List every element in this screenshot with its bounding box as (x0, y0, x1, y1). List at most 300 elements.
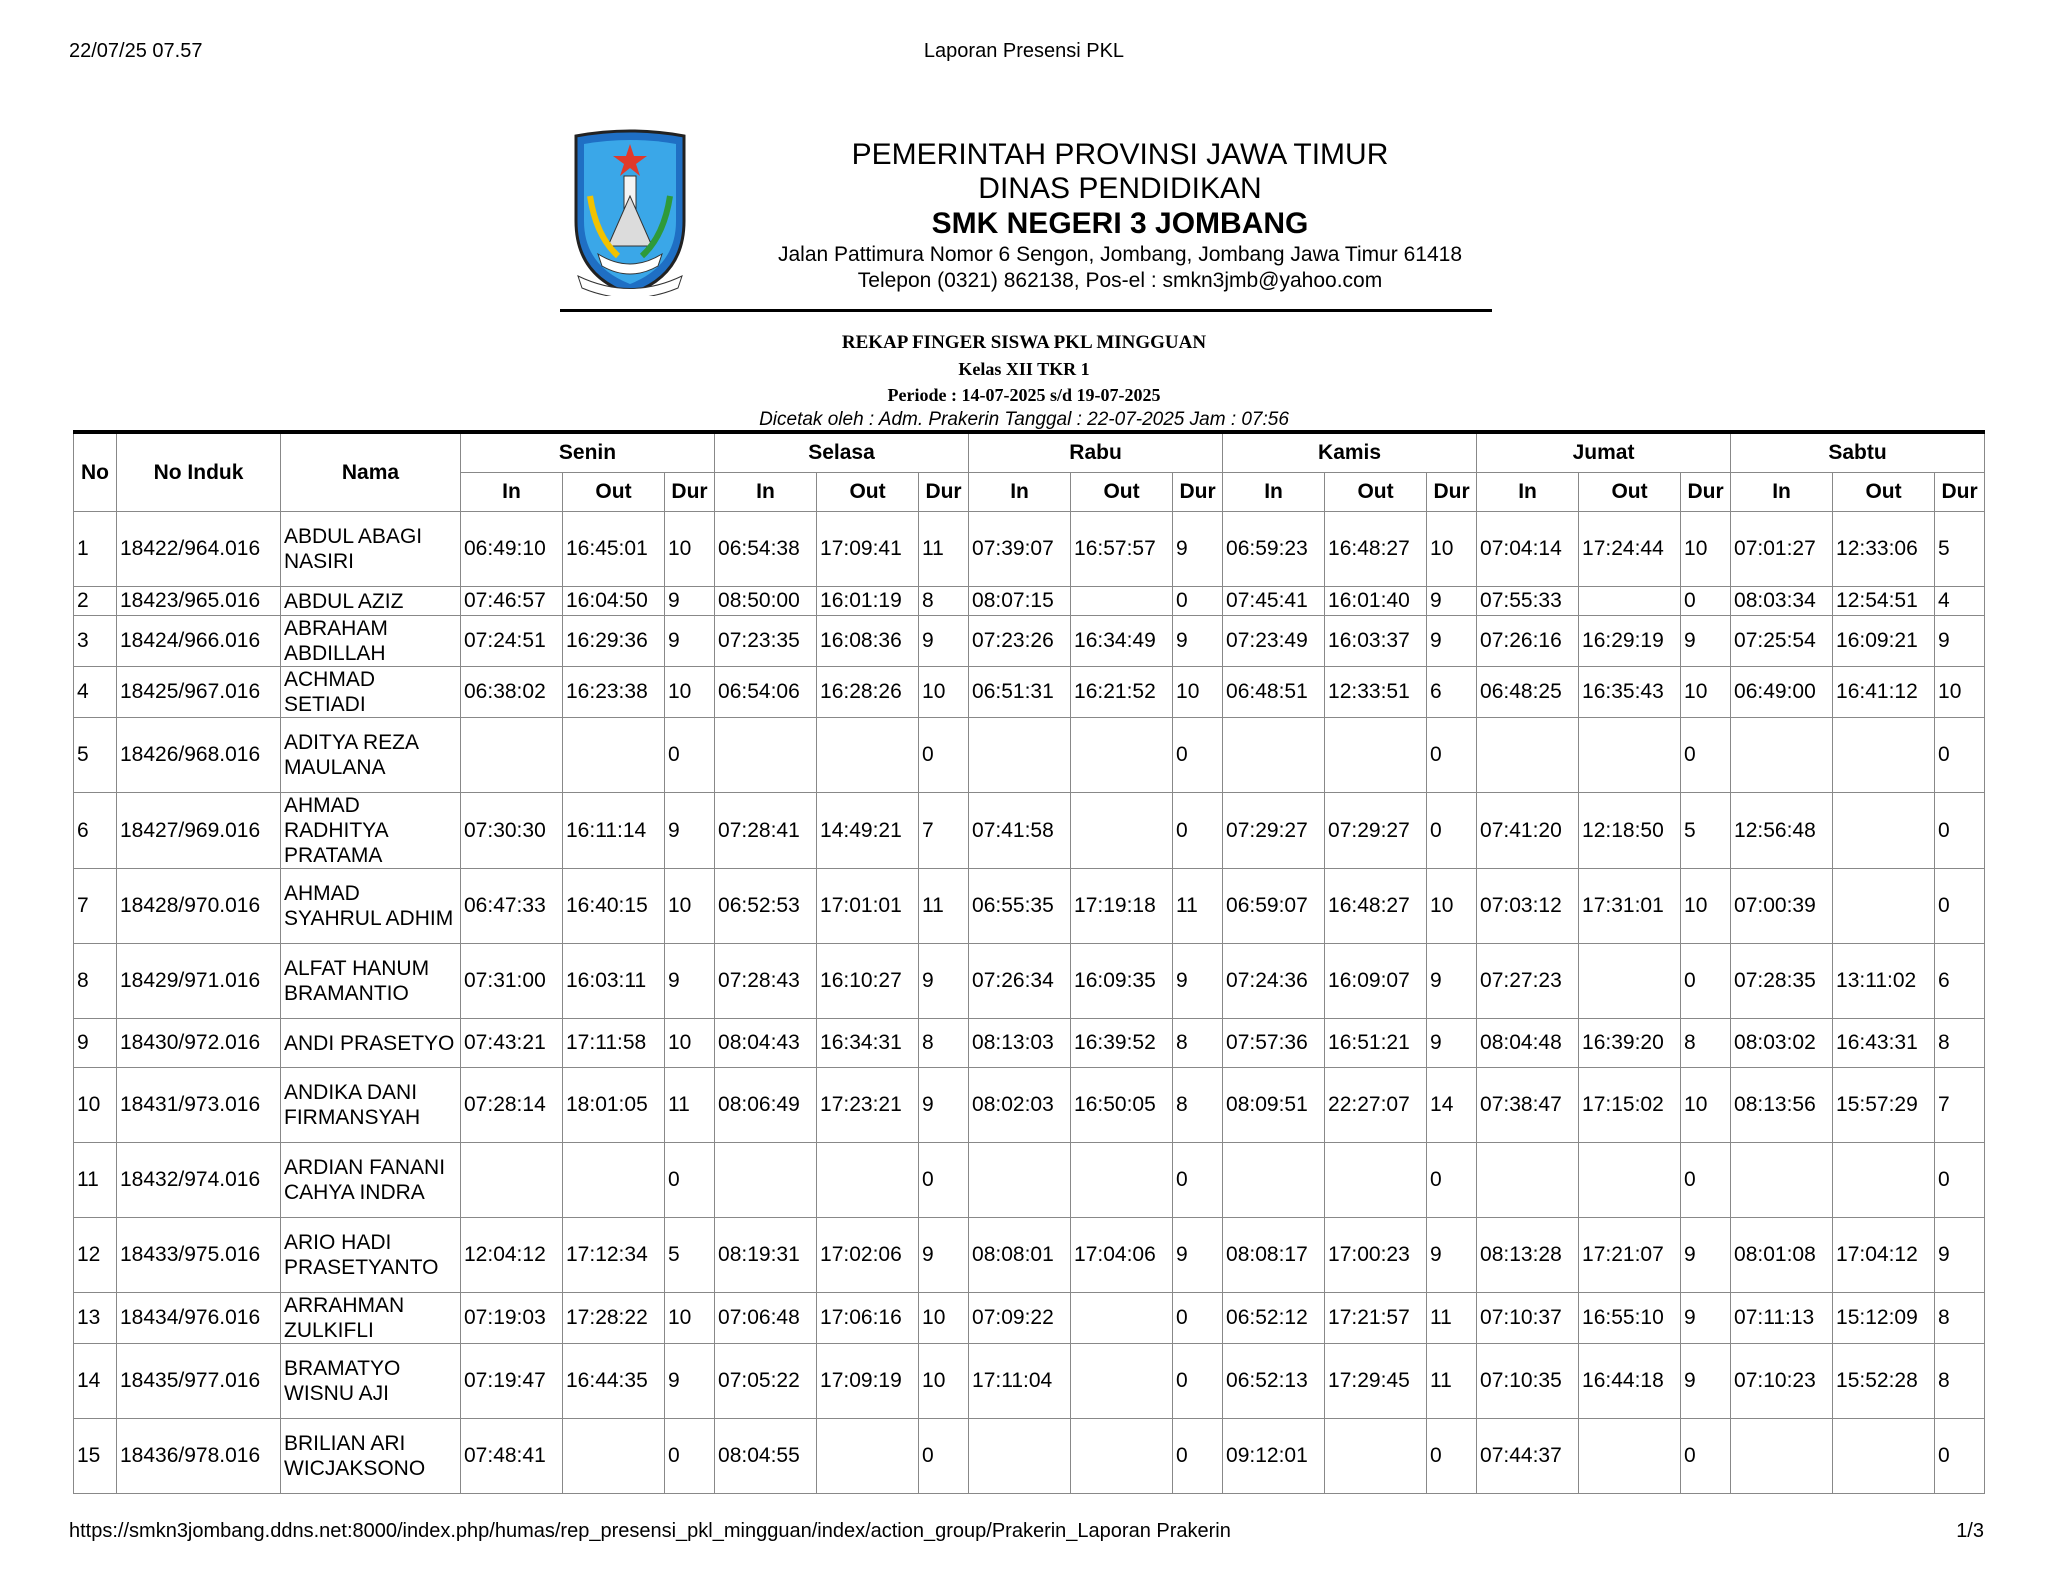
header-in: In (1223, 473, 1325, 512)
cell-dur: 7 (1935, 1068, 1985, 1143)
cell-in: 07:26:34 (969, 944, 1071, 1019)
cell-dur: 9 (1681, 616, 1731, 667)
cell-dur: 0 (1681, 1419, 1731, 1494)
cell-out: 12:33:51 (1325, 667, 1427, 718)
cell-in: 09:12:01 (1223, 1419, 1325, 1494)
cell-out: 16:09:07 (1325, 944, 1427, 1019)
cell-in: 07:28:35 (1731, 944, 1833, 1019)
cell-out: 16:28:26 (817, 667, 919, 718)
cell-in: 08:02:03 (969, 1068, 1071, 1143)
cell-out: 17:12:34 (563, 1218, 665, 1293)
cell-in (1223, 1143, 1325, 1218)
cell-dur: 10 (919, 1344, 969, 1419)
cell-dur: 10 (665, 1293, 715, 1344)
letterhead (560, 118, 1490, 313)
header-out: Out (1325, 473, 1427, 512)
cell-in: 07:23:26 (969, 616, 1071, 667)
cell-out: 16:29:36 (563, 616, 665, 667)
cell-dur: 10 (665, 667, 715, 718)
cell-no-induk: 18434/976.016 (117, 1293, 281, 1344)
cell-out: 17:00:23 (1325, 1218, 1427, 1293)
cell-dur: 0 (919, 1143, 969, 1218)
cell-dur: 0 (1935, 869, 1985, 944)
cell-in (969, 1419, 1071, 1494)
cell-out (1833, 1143, 1935, 1218)
cell-dur: 9 (919, 944, 969, 1019)
cell-no-induk: 18428/970.016 (117, 869, 281, 944)
header-day: Kamis (1223, 432, 1477, 473)
cell-dur: 7 (919, 793, 969, 869)
cell-out (1579, 1419, 1681, 1494)
header-in: In (1477, 473, 1579, 512)
cell-in (1731, 718, 1833, 793)
cell-out (1071, 793, 1173, 869)
cell-out: 16:40:15 (563, 869, 665, 944)
cell-out (1071, 1293, 1173, 1344)
cell-out (563, 718, 665, 793)
cell-in: 07:28:14 (461, 1068, 563, 1143)
cell-dur: 0 (1427, 1143, 1477, 1218)
cell-dur: 8 (919, 587, 969, 616)
cell-nama: AHMAD RADHITYA PRATAMA (281, 793, 461, 869)
cell-dur: 0 (1427, 1419, 1477, 1494)
cell-nama: ACHMAD SETIADI (281, 667, 461, 718)
cell-out: 17:04:12 (1833, 1218, 1935, 1293)
cell-dur: 8 (1173, 1068, 1223, 1143)
cell-in: 06:52:13 (1223, 1344, 1325, 1419)
cell-dur: 0 (919, 718, 969, 793)
cell-in: 08:03:34 (1731, 587, 1833, 616)
cell-in (1477, 1143, 1579, 1218)
cell-no: 7 (74, 869, 117, 944)
jawa-timur-emblem-icon (568, 126, 692, 296)
cell-in: 07:48:41 (461, 1419, 563, 1494)
cell-no: 14 (74, 1344, 117, 1419)
cell-no-induk: 18427/969.016 (117, 793, 281, 869)
cell-dur: 10 (1681, 512, 1731, 587)
cell-out: 15:12:09 (1833, 1293, 1935, 1344)
table-row (74, 616, 1985, 667)
cell-no: 9 (74, 1019, 117, 1068)
cell-no: 15 (74, 1419, 117, 1494)
cell-out: 17:02:06 (817, 1218, 919, 1293)
header-dur: Dur (1681, 473, 1731, 512)
header-day: Rabu (969, 432, 1223, 473)
cell-out: 17:11:58 (563, 1019, 665, 1068)
header-dur: Dur (1935, 473, 1985, 512)
cell-in: 07:31:00 (461, 944, 563, 1019)
table-row (74, 1293, 1985, 1344)
cell-nama: ANDIKA DANI FIRMANSYAH (281, 1068, 461, 1143)
cell-in: 12:56:48 (1731, 793, 1833, 869)
cell-out (1325, 718, 1427, 793)
cell-out: 17:28:22 (563, 1293, 665, 1344)
cell-dur: 0 (1935, 1143, 1985, 1218)
cell-dur: 8 (1935, 1019, 1985, 1068)
cell-out: 22:27:07 (1325, 1068, 1427, 1143)
cell-out: 17:15:02 (1579, 1068, 1681, 1143)
cell-in: 06:59:23 (1223, 512, 1325, 587)
cell-out: 17:09:19 (817, 1344, 919, 1419)
report-period: Periode : 14-07-2025 s/d 19-07-2025 (887, 385, 1161, 405)
cell-dur: 9 (1173, 1218, 1223, 1293)
cell-no-induk: 18432/974.016 (117, 1143, 281, 1218)
header-day: Selasa (715, 432, 969, 473)
cell-no-induk: 18429/971.016 (117, 944, 281, 1019)
cell-out: 17:09:41 (817, 512, 919, 587)
cell-out (817, 1419, 919, 1494)
cell-in: 07:00:39 (1731, 869, 1833, 944)
cell-dur: 9 (919, 1218, 969, 1293)
cell-dur: 10 (665, 1019, 715, 1068)
table-row (74, 1068, 1985, 1143)
letterhead-department: DINAS PENDIDIKAN (978, 172, 1262, 205)
cell-out: 16:34:49 (1071, 616, 1173, 667)
cell-dur: 9 (665, 944, 715, 1019)
header-in: In (461, 473, 563, 512)
cell-no: 12 (74, 1218, 117, 1293)
cell-dur: 0 (1427, 718, 1477, 793)
cell-dur: 0 (1173, 1344, 1223, 1419)
cell-no-induk: 18433/975.016 (117, 1218, 281, 1293)
cell-dur: 11 (1173, 869, 1223, 944)
cell-in: 07:29:27 (1223, 793, 1325, 869)
cell-no-induk: 18431/973.016 (117, 1068, 281, 1143)
cell-out: 16:11:14 (563, 793, 665, 869)
table-row (74, 1218, 1985, 1293)
cell-in (1731, 1419, 1833, 1494)
cell-out (1579, 587, 1681, 616)
cell-out: 17:31:01 (1579, 869, 1681, 944)
cell-in: 07:55:33 (1477, 587, 1579, 616)
cell-out: 16:34:31 (817, 1019, 919, 1068)
header-dur: Dur (1173, 473, 1223, 512)
cell-dur: 0 (1173, 793, 1223, 869)
header-out: Out (563, 473, 665, 512)
cell-in: 08:13:28 (1477, 1218, 1579, 1293)
cell-nama: BRAMATYO WISNU AJI (281, 1344, 461, 1419)
cell-dur: 8 (1935, 1344, 1985, 1419)
header-nama: Nama (281, 432, 461, 512)
cell-out (1833, 1419, 1935, 1494)
cell-no-induk: 18435/977.016 (117, 1344, 281, 1419)
letterhead-school: SMK NEGERI 3 JOMBANG (931, 207, 1309, 240)
cell-dur: 10 (1935, 667, 1985, 718)
cell-in: 07:41:58 (969, 793, 1071, 869)
cell-in: 06:55:35 (969, 869, 1071, 944)
cell-in: 06:52:53 (715, 869, 817, 944)
cell-dur: 14 (1427, 1068, 1477, 1143)
header-in: In (715, 473, 817, 512)
cell-dur: 10 (1173, 667, 1223, 718)
cell-out: 17:06:16 (817, 1293, 919, 1344)
cell-dur: 10 (1427, 512, 1477, 587)
cell-dur: 0 (665, 1419, 715, 1494)
cell-dur: 9 (1173, 616, 1223, 667)
cell-dur: 5 (665, 1218, 715, 1293)
header-out: Out (1071, 473, 1173, 512)
cell-dur: 9 (1427, 1218, 1477, 1293)
cell-out: 17:29:45 (1325, 1344, 1427, 1419)
header-day: Senin (461, 432, 715, 473)
header-dur: Dur (919, 473, 969, 512)
cell-in: 06:47:33 (461, 869, 563, 944)
cell-in: 06:59:07 (1223, 869, 1325, 944)
cell-dur: 6 (1427, 667, 1477, 718)
cell-out (1579, 944, 1681, 1019)
cell-dur: 5 (1681, 793, 1731, 869)
cell-nama: ABRAHAM ABDILLAH (281, 616, 461, 667)
attendance-rows (74, 512, 1985, 1494)
cell-in: 07:10:23 (1731, 1344, 1833, 1419)
cell-out (1071, 587, 1173, 616)
cell-in: 07:39:07 (969, 512, 1071, 587)
cell-in: 07:41:20 (1477, 793, 1579, 869)
cell-in (461, 718, 563, 793)
cell-out: 14:49:21 (817, 793, 919, 869)
cell-nama: ARDIAN FANANI CAHYA INDRA (281, 1143, 461, 1218)
cell-in: 06:48:25 (1477, 667, 1579, 718)
cell-nama: ADITYA REZA MAULANA (281, 718, 461, 793)
cell-no-induk: 18430/972.016 (117, 1019, 281, 1068)
cell-no: 11 (74, 1143, 117, 1218)
cell-out: 16:09:35 (1071, 944, 1173, 1019)
cell-out: 17:21:57 (1325, 1293, 1427, 1344)
cell-in: 06:54:38 (715, 512, 817, 587)
cell-dur: 10 (919, 1293, 969, 1344)
cell-in: 06:52:12 (1223, 1293, 1325, 1344)
cell-dur: 9 (1681, 1344, 1731, 1419)
cell-out (1071, 718, 1173, 793)
cell-dur: 8 (919, 1019, 969, 1068)
cell-no: 6 (74, 793, 117, 869)
cell-out: 16:48:27 (1325, 869, 1427, 944)
cell-out: 17:24:44 (1579, 512, 1681, 587)
cell-dur: 0 (665, 718, 715, 793)
cell-no: 1 (74, 512, 117, 587)
table-row (74, 587, 1985, 616)
cell-dur: 0 (1173, 587, 1223, 616)
cell-in (969, 718, 1071, 793)
cell-dur: 9 (1173, 944, 1223, 1019)
attendance-table (73, 430, 1985, 1494)
cell-dur: 0 (1935, 718, 1985, 793)
cell-dur: 10 (919, 667, 969, 718)
cell-out (1071, 1419, 1173, 1494)
cell-out: 16:50:05 (1071, 1068, 1173, 1143)
cell-dur: 9 (1935, 1218, 1985, 1293)
cell-out (1325, 1143, 1427, 1218)
cell-dur: 9 (665, 587, 715, 616)
cell-in: 07:05:22 (715, 1344, 817, 1419)
cell-out: 07:29:27 (1325, 793, 1427, 869)
cell-out: 16:57:57 (1071, 512, 1173, 587)
header-out: Out (817, 473, 919, 512)
cell-out: 16:44:18 (1579, 1344, 1681, 1419)
cell-no-induk: 18436/978.016 (117, 1419, 281, 1494)
cell-dur: 9 (1935, 616, 1985, 667)
cell-out: 12:54:51 (1833, 587, 1935, 616)
cell-in: 07:09:22 (969, 1293, 1071, 1344)
cell-in: 08:06:49 (715, 1068, 817, 1143)
cell-out: 15:52:28 (1833, 1344, 1935, 1419)
cell-in: 07:06:48 (715, 1293, 817, 1344)
cell-in: 07:28:43 (715, 944, 817, 1019)
cell-in: 07:27:23 (1477, 944, 1579, 1019)
cell-out: 16:01:19 (817, 587, 919, 616)
cell-out: 13:11:02 (1833, 944, 1935, 1019)
cell-out (1071, 1344, 1173, 1419)
cell-dur: 11 (665, 1068, 715, 1143)
cell-out (563, 1143, 665, 1218)
cell-in: 08:09:51 (1223, 1068, 1325, 1143)
cell-dur: 9 (919, 1068, 969, 1143)
cell-out: 16:09:21 (1833, 616, 1935, 667)
cell-out: 18:01:05 (563, 1068, 665, 1143)
cell-dur: 0 (1173, 1143, 1223, 1218)
cell-dur: 11 (919, 512, 969, 587)
table-row (74, 512, 1985, 587)
cell-in: 07:10:35 (1477, 1344, 1579, 1419)
letterhead-divider (560, 309, 1492, 312)
cell-dur: 10 (1681, 869, 1731, 944)
cell-dur: 9 (1681, 1218, 1731, 1293)
cell-in: 07:28:41 (715, 793, 817, 869)
cell-in (1477, 718, 1579, 793)
letterhead-address: Jalan Pattimura Nomor 6 Sengon, Jombang, Jombang Jawa Timur 61418 (777, 243, 1463, 266)
cell-no: 5 (74, 718, 117, 793)
cell-out: 16:23:38 (563, 667, 665, 718)
print-date: 22/07/25 07.57 (69, 40, 203, 62)
report-title: REKAP FINGER SISWA PKL MINGGUAN (841, 332, 1207, 353)
cell-dur: 11 (1427, 1344, 1477, 1419)
cell-in: 08:04:48 (1477, 1019, 1579, 1068)
cell-dur: 0 (1935, 793, 1985, 869)
cell-out: 16:10:27 (817, 944, 919, 1019)
header-out: Out (1833, 473, 1935, 512)
cell-dur: 0 (1681, 944, 1731, 1019)
header-out: Out (1579, 473, 1681, 512)
page-number: 1/3 (1956, 1520, 1984, 1542)
cell-dur: 10 (1427, 869, 1477, 944)
cell-dur: 9 (919, 616, 969, 667)
cell-out: 16:03:11 (563, 944, 665, 1019)
table-row (74, 793, 1985, 869)
table-row (74, 1419, 1985, 1494)
cell-in (969, 1143, 1071, 1218)
header-in: In (1731, 473, 1833, 512)
cell-out: 16:43:31 (1833, 1019, 1935, 1068)
cell-dur: 0 (1681, 718, 1731, 793)
cell-dur: 8 (1173, 1019, 1223, 1068)
cell-out: 16:45:01 (563, 512, 665, 587)
cell-out: 16:55:10 (1579, 1293, 1681, 1344)
cell-in: 07:23:49 (1223, 616, 1325, 667)
cell-no-induk: 18425/967.016 (117, 667, 281, 718)
cell-in: 07:44:37 (1477, 1419, 1579, 1494)
cell-out: 17:04:06 (1071, 1218, 1173, 1293)
cell-out (1579, 718, 1681, 793)
cell-out: 17:19:18 (1071, 869, 1173, 944)
cell-out (1325, 1419, 1427, 1494)
cell-dur: 0 (665, 1143, 715, 1218)
report-class: Kelas XII TKR 1 (958, 359, 1090, 379)
cell-in (1223, 718, 1325, 793)
cell-dur: 5 (1935, 512, 1985, 587)
cell-dur: 9 (1427, 616, 1477, 667)
cell-no: 13 (74, 1293, 117, 1344)
cell-in: 06:49:10 (461, 512, 563, 587)
cell-dur: 0 (919, 1419, 969, 1494)
cell-in: 07:01:27 (1731, 512, 1833, 587)
cell-nama: ARIO HADI PRASETYANTO (281, 1218, 461, 1293)
cell-in: 07:38:47 (1477, 1068, 1579, 1143)
cell-in: 07:46:57 (461, 587, 563, 616)
page-title: Laporan Presensi PKL (923, 40, 1125, 62)
cell-out (1071, 1143, 1173, 1218)
header-dur: Dur (1427, 473, 1477, 512)
cell-no-induk: 18424/966.016 (117, 616, 281, 667)
cell-in: 07:25:54 (1731, 616, 1833, 667)
cell-dur: 9 (665, 1344, 715, 1419)
cell-in: 07:30:30 (461, 793, 563, 869)
table-row (74, 1344, 1985, 1419)
cell-nama: ABDUL ABAGI NASIRI (281, 512, 461, 587)
cell-in: 07:26:16 (1477, 616, 1579, 667)
cell-in: 07:57:36 (1223, 1019, 1325, 1068)
table-row (74, 667, 1985, 718)
letterhead-government: PEMERINTAH PROVINSI JAWA TIMUR (851, 138, 1389, 171)
cell-in: 08:13:56 (1731, 1068, 1833, 1143)
cell-in: 08:13:03 (969, 1019, 1071, 1068)
cell-nama: ARRAHMAN ZULKIFLI (281, 1293, 461, 1344)
cell-dur: 0 (1935, 1419, 1985, 1494)
cell-dur: 4 (1935, 587, 1985, 616)
cell-in: 08:07:15 (969, 587, 1071, 616)
cell-out: 12:18:50 (1579, 793, 1681, 869)
cell-in: 07:10:37 (1477, 1293, 1579, 1344)
cell-nama: BRILIAN ARI WICJAKSONO (281, 1419, 461, 1494)
cell-in: 08:04:55 (715, 1419, 817, 1494)
cell-in: 07:19:47 (461, 1344, 563, 1419)
cell-out: 16:08:36 (817, 616, 919, 667)
cell-dur: 11 (919, 869, 969, 944)
cell-out (817, 1143, 919, 1218)
page-url: https://smkn3jombang.ddns.net:8000/index.php/humas/rep_presensi_pkl_mingguan/index/action_group/Prakerin_Laporan Prakerin (69, 1520, 1231, 1542)
cell-out: 16:44:35 (563, 1344, 665, 1419)
cell-out: 16:39:20 (1579, 1019, 1681, 1068)
cell-out: 16:35:43 (1579, 667, 1681, 718)
cell-out (1833, 718, 1935, 793)
cell-no: 4 (74, 667, 117, 718)
cell-out: 17:21:07 (1579, 1218, 1681, 1293)
cell-in: 06:49:00 (1731, 667, 1833, 718)
cell-out: 16:03:37 (1325, 616, 1427, 667)
cell-in: 08:08:01 (969, 1218, 1071, 1293)
cell-dur: 9 (1427, 587, 1477, 616)
table-row (74, 1143, 1985, 1218)
cell-nama: ANDI PRASETYO (281, 1019, 461, 1068)
cell-out (1833, 793, 1935, 869)
cell-out (563, 1419, 665, 1494)
header-no-induk: No Induk (117, 432, 281, 512)
cell-dur: 10 (665, 512, 715, 587)
cell-in: 06:38:02 (461, 667, 563, 718)
cell-in: 07:24:36 (1223, 944, 1325, 1019)
cell-dur: 0 (1173, 1419, 1223, 1494)
cell-dur: 8 (1935, 1293, 1985, 1344)
cell-nama: ABDUL AZIZ (281, 587, 461, 616)
